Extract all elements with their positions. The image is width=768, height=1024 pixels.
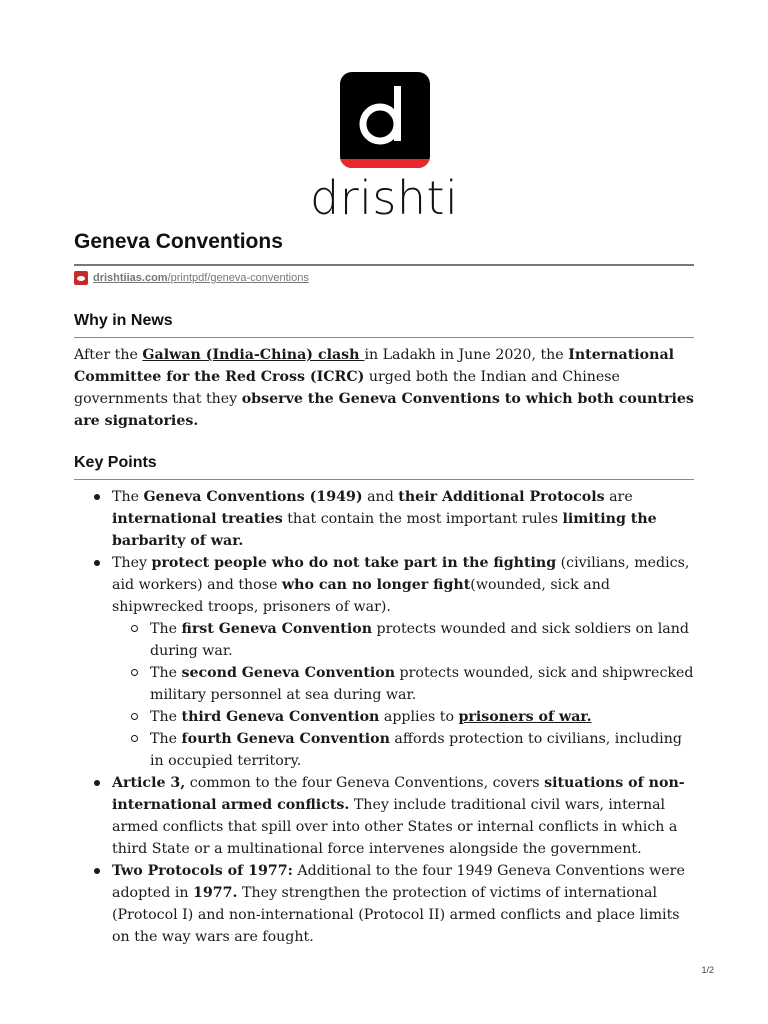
page-title: Geneva Conventions [74,230,283,253]
page-number: 1/2 [701,965,714,975]
source-line [74,270,309,286]
sub-list-item: The third Geneva Convention applies to prisoners of war. [112,706,699,728]
why-in-news-heading: Why in News [74,312,173,329]
key-points-heading: Key Points [74,454,157,471]
why-divider [74,337,694,338]
list-item: Article 3, common to the four Geneva Conventions, covers situations of non-international armed conflicts. They include traditional civil wars, internal armed conflicts that spill over into other States or internal conflicts in which a third State or a multinational force intervenes alongside the government. [74,772,699,860]
list-item: Two Protocols of 1977: Additional to the four 1949 Geneva Conventions were adopted in 1977. They strengthen the protection of victims of international (Protocol I) and non-international (Protocol II) armed conflicts and place limits on the way wars are fought. [74,860,699,948]
prisoners-of-war-link[interactable]: prisoners of war. [458,709,592,725]
sub-list-item: The fourth Geneva Convention affords protection to civilians, including in occupied territory. [112,728,699,772]
drishti-logo [310,72,458,224]
list-item: The Geneva Conventions (1949) and their Additional Protocols are international treaties that contain the most important rules limiting the barbarity of war. [74,486,699,552]
favicon-icon [74,271,88,285]
source-link[interactable]: drishtiias.com/printpdf/geneva-conventions [93,272,309,284]
key-points-list [74,486,699,948]
key-points-divider [74,479,694,480]
why-paragraph: After the Galwan (India-China) clash in Ladakh in June 2020, the International Committee for the Red Cross (ICRC) urged both the Indian and Chinese governments that they observe the Geneva Conventions to which both countries are signatories. [74,347,694,429]
sub-list-item: The first Geneva Convention protects wounded and sick soldiers on land during war. [112,618,699,662]
galwan-clash-link[interactable]: Galwan (India-China) clash [142,347,365,363]
logo-mark-icon [340,72,430,168]
title-divider [74,264,694,266]
list-item: They protect people who do not take part in the fighting (civilians, medics, aid workers) and those who can no longer fight(wounded, sick and shipwrecked troops, prisoners of war). The first Geneva Convention protects wounded and sick soldiers on land during war. The second Geneva Convention protects wounded, sick and shipwrecked military personnel at sea during war. The third Geneva Convention applies to prisoners of war. The fourth Geneva Convention affords protection to civilians, including in occupied territory. [74,552,699,772]
logo-wordmark: drishti [310,171,459,225]
sub-list-item: The second Geneva Convention protects wounded, sick and shipwrecked military personnel at sea during war. [112,662,699,706]
